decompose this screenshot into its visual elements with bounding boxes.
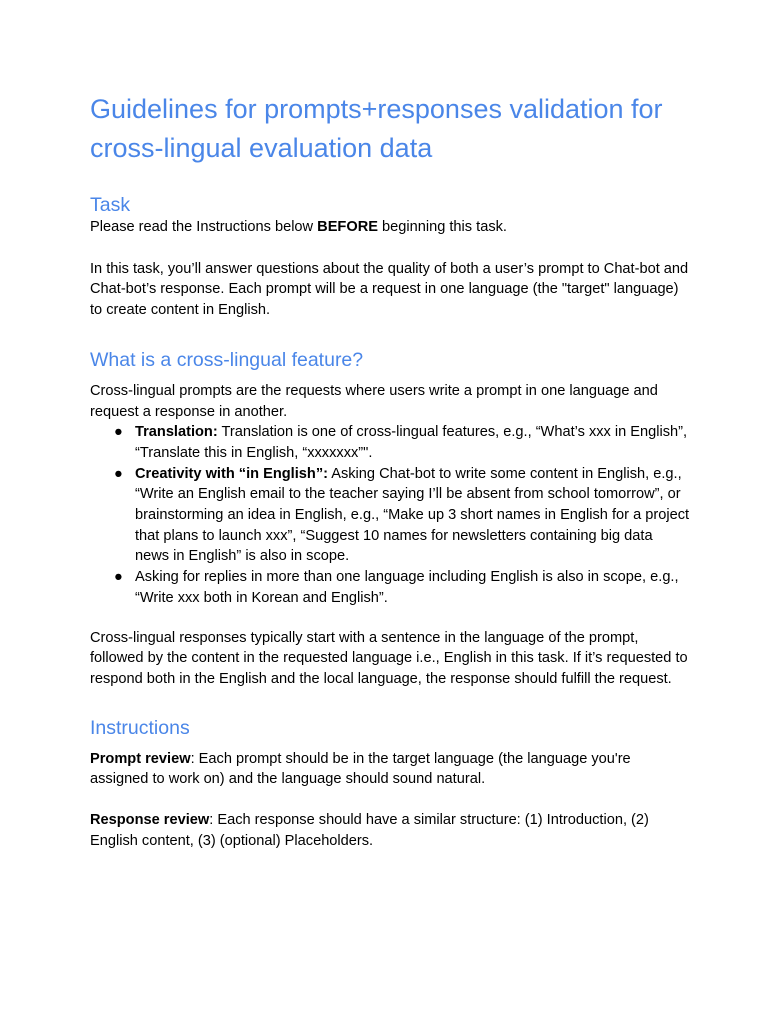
instructions-heading: Instructions [90, 716, 190, 739]
task-bold-before: BEFORE [317, 219, 378, 235]
list-item-label: Translation: [135, 424, 218, 441]
document-content [90, 90, 690, 851]
list-item-creativity [90, 464, 690, 568]
task-instruction-paragraph [90, 217, 690, 238]
bullet-icon: ● [114, 465, 123, 482]
list-item-translation [90, 422, 690, 463]
task-description-paragraph: In this task, you’ll answer questions about the quality of both a user’s prompt to Chat-bot and Chat-bot’s response. Each prompt will be a request in one language (the "target" language) to create content in English. [90, 260, 689, 319]
list-item-text: Asking Chat-bot to write some content in English, e.g., “Write an English email to the teacher saying I’ll be absent from school tomorrow”, or brainstorming an idea in English, e.g., “Make up 3 short names in English for a project that plans to launch xxx”, “Suggest 10 names for newsletters containing big data news in English” is also in scope. [135, 465, 690, 565]
document-title: Guidelines for prompts+responses validation for cross-lingual evaluation data [90, 94, 663, 163]
cross-lingual-responses-paragraph: Cross-lingual responses typically start with a sentence in the language of the prompt, followed by the content in the requested language i.e., English in this task. If it’s requested to respond both in the English and the local language, the response should fulfill the request. [90, 629, 688, 687]
task-text-before: Please read the Instructions below [90, 219, 318, 235]
cross-lingual-heading: What is a cross-lingual feature? [90, 348, 364, 371]
response-review-text: : Each response should have a similar structure: (1) Introduction, (2) English content, (3) (optional) Placeholders. [90, 812, 649, 849]
prompt-review-label: Prompt review [90, 750, 191, 767]
list-item-multilanguage [90, 567, 690, 608]
response-review-paragraph [90, 810, 690, 851]
prompt-review-paragraph [90, 749, 690, 790]
list-item-text: Translation is one of cross-lingual features, e.g., “What’s xxx in English”, “Translate this in English, “xxxxxxx”". [135, 424, 688, 461]
cross-lingual-intro: Cross-lingual prompts are the requests where users write a prompt in one language and request a response in another. [90, 382, 658, 420]
response-review-label: Response review [90, 812, 210, 829]
prompt-review-text: : Each prompt should be in the target language (the language you're assigned to work on) and the language should sound natural. [90, 750, 631, 788]
bullet-icon: ● [114, 424, 123, 441]
cross-lingual-feature-list [90, 422, 690, 608]
task-text-after: beginning this task. [377, 219, 507, 235]
bullet-icon: ● [114, 569, 123, 586]
task-heading: Task [90, 194, 131, 216]
list-item-label: Creativity with “in English”: [135, 465, 328, 482]
list-item-text: Asking for replies in more than one language including English is also in scope, e.g., “Write xxx both in Korean and English”. [135, 569, 679, 606]
